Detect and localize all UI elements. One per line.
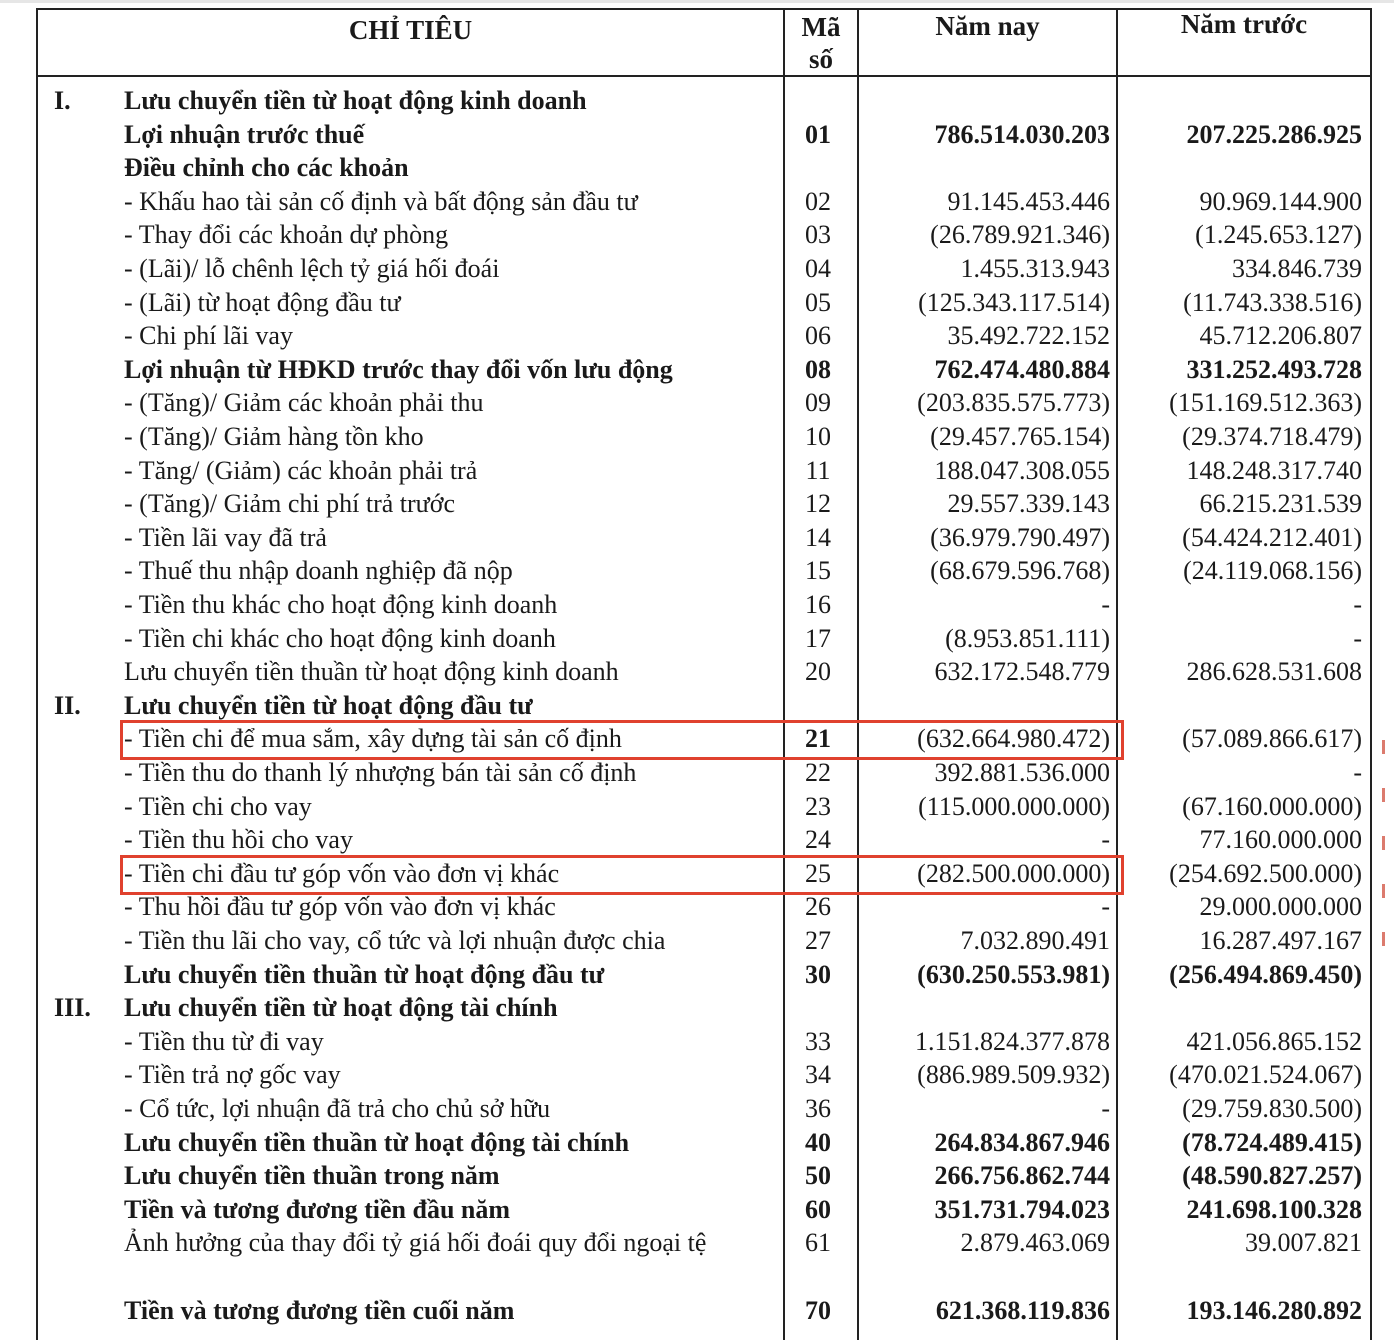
row-label: - (Lãi)/ lỗ chênh lệch tỷ giá hối đoái (124, 254, 500, 283)
row-previous-year-value: 193.146.280.892 (1186, 1295, 1362, 1325)
row-current-year-value: (26.789.921.346) (930, 220, 1110, 250)
row-code: 22 (805, 758, 831, 787)
highlight-box (120, 855, 1124, 895)
row-current-year-value: (632.664.980.472) (917, 724, 1110, 754)
row-label: - Tiền chi cho vay (124, 791, 312, 821)
table-row (38, 622, 1370, 656)
row-code: 10 (805, 422, 831, 451)
row-label: - Tiền thu từ đi vay (124, 1026, 324, 1056)
row-previous-year-value: 45.712.206.807 (1199, 321, 1362, 351)
highlight-box (120, 720, 1124, 760)
row-code: 14 (805, 522, 831, 552)
row-label: Lưu chuyển tiền thuần từ hoạt động kinh doanh (124, 657, 619, 687)
row-current-year-value: (68.679.596.768) (930, 556, 1110, 586)
row-code: 16 (805, 590, 831, 619)
row-label: - Tiền lãi vay đã trả (124, 522, 327, 552)
table-row (38, 1058, 1370, 1092)
table-row (38, 924, 1370, 958)
row-label: - Tiền thu hồi cho vay (124, 825, 353, 855)
table-row (38, 386, 1370, 420)
row-code: 36 (805, 1094, 831, 1123)
header-indicator: CHỈ TIÊU (348, 15, 473, 45)
margin-mark (1382, 932, 1385, 946)
row-current-year-value: - (1101, 590, 1110, 619)
row-code: 04 (805, 254, 831, 283)
row-label: - (Tăng)/ Giảm các khoản phải thu (124, 388, 484, 418)
row-code: 05 (805, 287, 831, 317)
row-code: 60 (805, 1194, 831, 1224)
row-current-year-value: 91.145.453.446 (947, 186, 1110, 216)
row-code: 11 (805, 455, 831, 485)
margin-mark (1382, 788, 1385, 802)
row-current-year-value: 2.879.463.069 (960, 1228, 1110, 1258)
table-row (38, 84, 1370, 118)
row-code: 12 (805, 489, 831, 519)
header-previous-year: Năm trước (1180, 9, 1308, 39)
row-label: - (Lãi) từ hoạt động đầu tư (124, 287, 401, 317)
row-label: - Tiền chi đầu tư góp vốn vào đơn vị khác (124, 858, 560, 888)
table-row (38, 1226, 1370, 1293)
row-previous-year-value: 207.225.286.925 (1186, 119, 1362, 149)
row-current-year-value: (125.343.117.514) (918, 287, 1110, 317)
row-code: 15 (805, 556, 831, 586)
row-current-year-value: (282.500.000.000) (917, 858, 1110, 888)
row-current-year-value: 29.557.339.143 (947, 489, 1110, 519)
row-code: 21 (805, 724, 831, 754)
table-row (38, 689, 1370, 723)
header-divider (38, 75, 1370, 77)
row-label: - (Tăng)/ Giảm hàng tồn kho (124, 422, 424, 451)
cash-flow-table (36, 8, 1372, 1340)
row-previous-year-value: (57.089.866.617) (1182, 724, 1362, 754)
row-current-year-value: 632.172.548.779 (934, 657, 1110, 687)
table-row (38, 454, 1370, 488)
row-label: - Tiền thu lãi cho vay, cổ tức và lợi nhuận được chia (124, 926, 666, 955)
row-label: - Thuế thu nhập doanh nghiệp đã nộp (124, 556, 513, 586)
table-row (38, 1025, 1370, 1059)
margin-mark (1382, 836, 1385, 850)
header-current-year: Năm nay (935, 11, 1040, 41)
table-row (38, 991, 1370, 1025)
row-previous-year-value: (54.424.212.401) (1182, 522, 1362, 552)
row-code: 25 (805, 858, 831, 888)
row-label: Ảnh hưởng của thay đổi tỷ giá hối đoái quy đổi ngoại tệ (124, 1228, 707, 1258)
row-previous-year-value: (256.494.869.450) (1169, 959, 1362, 989)
row-current-year-value: - (1101, 892, 1110, 922)
row-code: 27 (805, 926, 831, 955)
section-number: III. (54, 993, 91, 1023)
row-previous-year-value: 148.248.317.740 (1186, 455, 1362, 485)
section-number: I. (54, 86, 71, 115)
row-current-year-value: - (1101, 1094, 1110, 1123)
row-current-year-value: 786.514.030.203 (934, 119, 1110, 149)
table-row (38, 218, 1370, 252)
row-code: 08 (805, 354, 831, 384)
row-previous-year-value: (29.759.830.500) (1182, 1094, 1362, 1123)
table-row (38, 790, 1370, 824)
table-row (38, 487, 1370, 521)
row-label: - Tăng/ (Giảm) các khoản phải trả (124, 455, 478, 485)
row-current-year-value: (115.000.000.000) (918, 791, 1110, 821)
row-previous-year-value: 334.846.739 (1232, 254, 1362, 283)
row-previous-year-value: (29.374.718.479) (1182, 422, 1362, 451)
row-current-year-value: (630.250.553.981) (917, 959, 1110, 989)
margin-mark (1382, 884, 1385, 898)
row-label: Lưu chuyển tiền từ hoạt động đầu tư (124, 690, 533, 720)
row-label: Điều chỉnh cho các khoản (124, 153, 409, 183)
row-code: 34 (805, 1060, 831, 1090)
row-current-year-value: 266.756.862.744 (934, 1161, 1110, 1191)
row-previous-year-value: (67.160.000.000) (1182, 791, 1362, 821)
header-code-line2: số (808, 44, 833, 74)
row-previous-year-value: (1.245.653.127) (1195, 220, 1362, 250)
row-label: - Chi phí lãi vay (124, 321, 293, 351)
row-label: Lợi nhuận trước thuế (124, 119, 365, 149)
row-current-year-value: (203.835.575.773) (917, 388, 1110, 418)
row-previous-year-value: - (1353, 590, 1362, 619)
row-code: 17 (805, 623, 831, 653)
row-previous-year-value: - (1353, 758, 1362, 787)
row-previous-year-value: (48.590.827.257) (1182, 1161, 1362, 1191)
row-code: 23 (805, 791, 831, 821)
table-row (38, 521, 1370, 555)
table-row (38, 554, 1370, 588)
row-code: 20 (805, 657, 831, 687)
row-current-year-value: 264.834.867.946 (934, 1127, 1110, 1157)
row-current-year-value: 762.474.480.884 (934, 354, 1110, 384)
row-current-year-value: - (1101, 825, 1110, 855)
row-label: Lưu chuyển tiền từ hoạt động kinh doanh (124, 86, 587, 115)
row-code: 61 (805, 1228, 831, 1258)
table-row (38, 1126, 1370, 1160)
row-label: Lưu chuyển tiền thuần từ hoạt động tài chính (124, 1127, 630, 1157)
table-row (38, 1159, 1370, 1193)
row-label: - Thay đổi các khoản dự phòng (124, 220, 449, 250)
row-code: 33 (805, 1026, 831, 1056)
row-code: 09 (805, 388, 831, 418)
row-label: Tiền và tương đương tiền đầu năm (124, 1194, 511, 1224)
row-label: - Tiền thu do thanh lý nhượng bán tài sản cố định (124, 758, 637, 787)
table-row (38, 823, 1370, 857)
row-current-year-value: 351.731.794.023 (934, 1194, 1110, 1224)
row-previous-year-value: 77.160.000.000 (1199, 825, 1362, 855)
row-code: 06 (805, 321, 831, 351)
row-previous-year-value: 331.252.493.728 (1186, 354, 1362, 384)
row-previous-year-value: 421.056.865.152 (1186, 1026, 1362, 1056)
row-previous-year-value: 66.215.231.539 (1199, 489, 1362, 519)
row-previous-year-value: 286.628.531.608 (1186, 657, 1362, 687)
row-current-year-value: (886.989.509.932) (917, 1060, 1110, 1090)
table-row (38, 588, 1370, 622)
row-code: 26 (805, 892, 831, 922)
row-label: - Tiền chi để mua sắm, xây dựng tài sản cố định (124, 724, 622, 754)
row-previous-year-value: (151.169.512.363) (1169, 388, 1362, 418)
row-code: 02 (805, 186, 831, 216)
table-row (38, 1193, 1370, 1227)
row-label: Lợi nhuận từ HĐKD trước thay đổi vốn lưu động (124, 354, 673, 384)
header-code (785, 11, 857, 75)
row-previous-year-value: - (1353, 623, 1362, 653)
row-label: - Tiền chi khác cho hoạt động kinh doanh (124, 623, 556, 653)
row-label: Tiền và tương đương tiền cuối năm (124, 1295, 515, 1325)
row-code: 40 (805, 1127, 831, 1157)
table-row (38, 118, 1370, 152)
section-number: II. (54, 690, 81, 720)
row-previous-year-value: (78.724.489.415) (1182, 1127, 1362, 1157)
row-label: - Thu hồi đầu tư góp vốn vào đơn vị khác (124, 892, 556, 922)
row-code: 30 (805, 959, 831, 989)
row-previous-year-value: (11.743.338.516) (1183, 287, 1362, 317)
row-current-year-value: (36.979.790.497) (930, 522, 1110, 552)
row-label: - Khấu hao tài sản cố định và bất động sản đầu tư (124, 186, 638, 216)
row-label: - (Tăng)/ Giảm chi phí trả trước (124, 489, 456, 519)
row-previous-year-value: (24.119.068.156) (1183, 556, 1362, 586)
table-row (38, 185, 1370, 219)
row-current-year-value: 1.151.824.377.878 (915, 1026, 1110, 1056)
row-current-year-value: 621.368.119.836 (935, 1295, 1110, 1325)
row-current-year-value: 7.032.890.491 (960, 926, 1110, 955)
row-label: - Tiền thu khác cho hoạt động kinh doanh (124, 590, 558, 619)
table-row (38, 151, 1370, 185)
margin-mark (1382, 740, 1385, 754)
row-code: 50 (805, 1161, 831, 1191)
row-current-year-value: 35.492.722.152 (947, 321, 1110, 351)
row-label: Lưu chuyển tiền thuần từ hoạt động đầu tư (124, 959, 605, 989)
table-row (38, 353, 1370, 387)
row-current-year-value: 1.455.313.943 (960, 254, 1110, 283)
row-current-year-value: (29.457.765.154) (930, 422, 1110, 451)
row-previous-year-value: (254.692.500.000) (1169, 858, 1362, 888)
table-row (38, 319, 1370, 353)
row-previous-year-value: 90.969.144.900 (1199, 186, 1362, 216)
header-code-line1: Mã (801, 12, 841, 42)
table-row (38, 756, 1370, 790)
table-row (38, 1294, 1370, 1328)
table-row (38, 286, 1370, 320)
row-label: - Cổ tức, lợi nhuận đã trả cho chủ sở hữu (124, 1094, 551, 1123)
margin-annotation-marks (1376, 740, 1392, 1000)
row-previous-year-value: 16.287.497.167 (1199, 926, 1362, 955)
row-current-year-value: 188.047.308.055 (934, 455, 1110, 485)
row-code: 70 (805, 1295, 831, 1325)
table-row (38, 1092, 1370, 1126)
row-code: 24 (805, 825, 831, 855)
row-label: Lưu chuyển tiền thuần trong năm (124, 1161, 500, 1191)
table-row (38, 958, 1370, 992)
table-row (38, 655, 1370, 689)
table-row (38, 890, 1370, 924)
top-border (0, 0, 1394, 3)
row-previous-year-value: 39.007.821 (1245, 1228, 1362, 1258)
row-previous-year-value: 241.698.100.328 (1186, 1194, 1362, 1224)
row-label: - Tiền trả nợ gốc vay (124, 1060, 341, 1090)
table-row (38, 252, 1370, 286)
row-code: 03 (805, 220, 831, 250)
row-label: Lưu chuyển tiền từ hoạt động tài chính (124, 993, 558, 1023)
table-row (38, 420, 1370, 454)
row-previous-year-value: 29.000.000.000 (1199, 892, 1362, 922)
row-current-year-value: 392.881.536.000 (934, 758, 1110, 787)
row-previous-year-value: (470.021.524.067) (1169, 1060, 1362, 1090)
row-current-year-value: (8.953.851.111) (945, 623, 1110, 653)
row-code: 01 (805, 119, 831, 149)
